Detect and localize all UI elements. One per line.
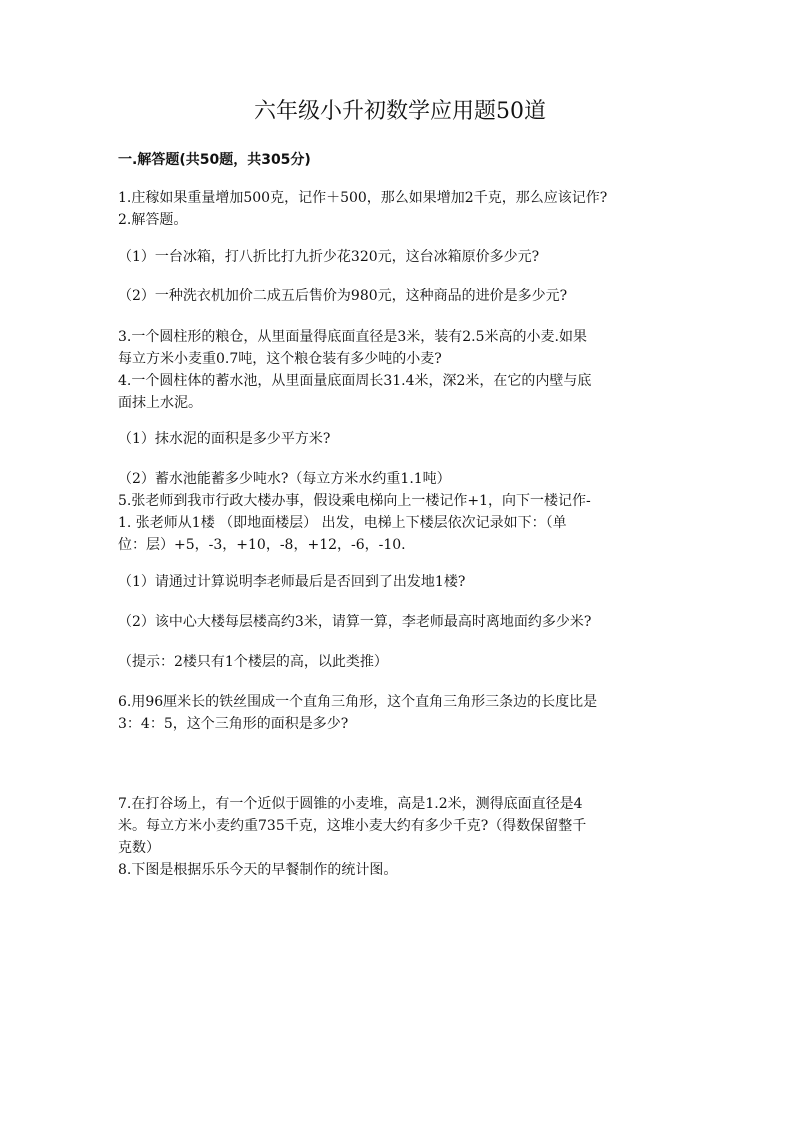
question-4-line-2: 面抹上水泥。 bbox=[118, 395, 202, 411]
question-2-part-2: （2）一种洗衣机加价二成五后售价为980元，这种商品的进价是多少元? bbox=[118, 288, 568, 304]
question-5-line-1: 5.张老师到我市行政大楼办事，假设乘电梯向上一楼记作+1，向下一楼记作- bbox=[118, 493, 591, 509]
question-4-part-1: （1）抹水泥的面积是多少平方米? bbox=[118, 431, 331, 447]
question-5-line-2: 1. 张老师从1楼 （即地面楼层） 出发，电梯上下楼层依次记录如下：（单 bbox=[118, 515, 567, 531]
question-6-line-2: 3：4：5，这个三角形的面积是多少? bbox=[118, 716, 349, 732]
question-7-line-1: 7.在打谷场上，有一个近似于圆锥的小麦堆，高是1.2米，测得底面直径是4 bbox=[118, 796, 583, 812]
question-7-line-3: 克数） bbox=[118, 840, 160, 856]
question-1-line-1: 1.庄稼如果重量增加500克，记作＋500，那么如果增加2千克，那么应该记作? bbox=[118, 190, 608, 206]
question-4-part-2: （2）蓄水池能蓄多少吨水?（每立方米水约重1.1吨） bbox=[118, 471, 451, 487]
question-6-line-1: 6.用96厘米长的铁丝围成一个直角三角形，这个直角三角形三条边的长度比是 bbox=[118, 694, 598, 710]
question-5-line-3: 位：层）+5，-3，+10，-8，+12，-6，-10. bbox=[118, 537, 406, 553]
page-title: 六年级小升初数学应用题50道 bbox=[254, 99, 546, 124]
question-5-part-1: （1）请通过计算说明李老师最后是否回到了出发地1楼? bbox=[118, 574, 466, 590]
section-heading: 一.解答题(共50题，共305分) bbox=[118, 152, 311, 168]
question-4-line-1: 4.一个圆柱体的蓄水池，从里面量底面周长31.4米，深2米，在它的内壁与底 bbox=[118, 373, 592, 389]
question-2-line-1: 2.解答题。 bbox=[118, 212, 188, 228]
question-5-part-2: （2）该中心大楼每层楼高约3米，请算一算，李老师最高时离地面约多少米? bbox=[118, 614, 592, 630]
question-8-line-1: 8.下图是根据乐乐今天的早餐制作的统计图。 bbox=[118, 862, 398, 878]
question-3-line-2: 每立方米小麦重0.7吨，这个粮仓装有多少吨的小麦? bbox=[118, 351, 442, 367]
question-2-part-1: （1）一台冰箱，打八折比打九折少花320元，这台冰箱原价多少元? bbox=[118, 249, 540, 265]
question-5-hint: （提示：2楼只有1个楼层的高，以此类推） bbox=[118, 654, 388, 670]
question-7-line-2: 米。每立方米小麦约重735千克，这堆小麦大约有多少千克?（得数保留整千 bbox=[118, 818, 587, 834]
question-3-line-1: 3.一个圆柱形的粮仓，从里面量得底面直径是3米，装有2.5米高的小麦.如果 bbox=[118, 329, 587, 345]
